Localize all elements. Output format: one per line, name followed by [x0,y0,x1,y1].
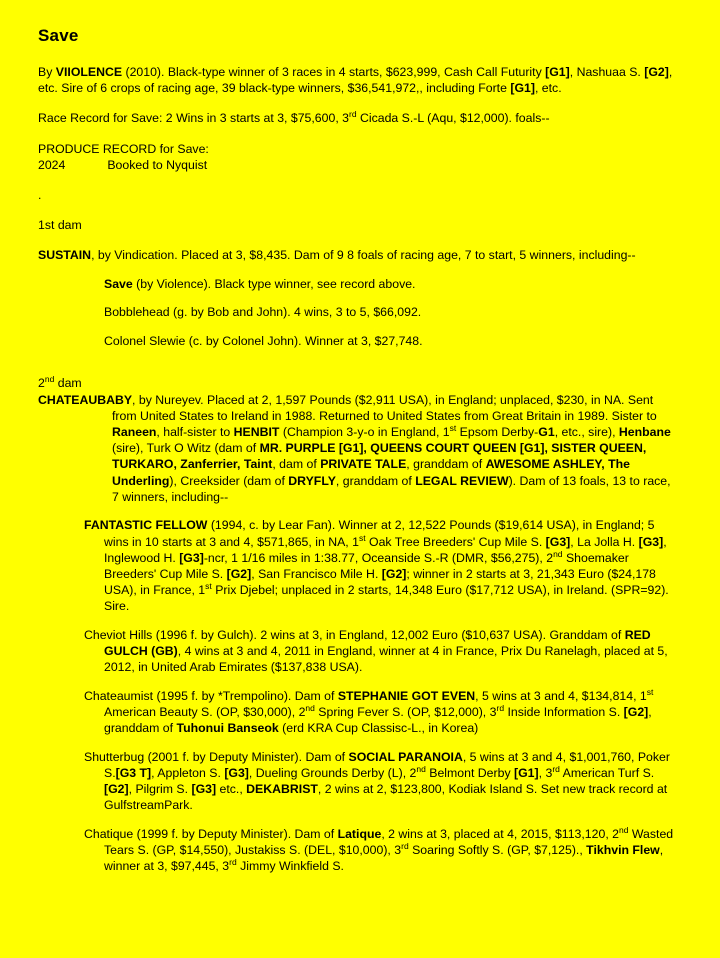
sire-lead: By [38,65,56,79]
list-item [38,333,680,349]
list-item [38,276,680,292]
second-dam-heading-rest: dam [54,376,82,391]
offspring-name: Shutterbug [84,749,145,764]
sire-text-2: , Nashuaa S. [569,65,645,79]
grade-g1-b: [G1] [510,81,535,96]
first-dam-offspring-list [38,276,680,349]
second-dam-t5: , etc., sire), [554,425,619,440]
relative-dryfly: DRYFLY [288,473,336,488]
second-dam-sup1: st [449,422,457,433]
offspring-detail: (2001 f. by Deputy Minister). Dam of SOCIAL PARANOIA, 5 wins at 3 and 4, $1,001,760, Poker S.[G3 T], Appleton S. [G3], Dueling Grounds Derby (L), 2nd Belmont Derby [G1], 3rd American Turf S. [G2], Pilgrim S. [G3] etc., DEKABRIST, 2 wins at 2, $123,800, Kodiak Island S. Set new track record at GulfstreamPark. [104,749,670,813]
produce-record-year: 2024 [38,157,66,172]
offspring-detail: (1999 f. by Deputy Minister). Dam of Latique, 2 wins at 3, placed at 4, 2015, $113,120, 2nd Wasted Tears S. (GP, $14,550), Justakiss S. (DEL, $10,000), 3rd Soaring Softly S. (GP, $7,125)., Tikhvin Flew, winner at 3, $97,445, 3rd Jimmy Winkfield S. [104,824,674,874]
first-dam-line [38,247,680,263]
race-record-text-1: Race Record for Save: 2 Wins in 3 starts at 3, $75,600, 3 [38,111,349,126]
section-gap [38,361,680,375]
offspring-detail: (1996 f. by Gulch). 2 wins at 3, in England, 12,002 Euro ($10,637 USA). Granddam of RED GULCH (GB), 4 wins at 3 and 4, 2011 in England, winner at 4 in France, Prix Du Ranelagh, placed at 5, 2012, in United Arab Emirates ($137,838 USA). [104,627,668,675]
second-dam-t9: ), Creeksider (dam of [169,473,289,488]
second-dam-heading [38,375,680,391]
sire-text-3: , etc. Sire of 6 crops of racing age, 39 black-type winners, $36,541,972,, including Forte [38,65,673,96]
offspring-name: Cheviot Hills [84,627,153,642]
sire-paragraph [38,64,680,96]
second-dam-t3: (Champion 3-y-o in England, 1 [279,425,450,440]
second-dam-heading-sup: nd [44,374,55,385]
second-dam-name: CHATEAUBABY [38,392,133,407]
offspring-detail: (1995 f. by *Trempolino). Dam of STEPHANIE GOT EVEN, 5 wins at 3 and 4, $134,814, 1st American Beauty S. (OP, $30,000), 2nd Spring Fever S. (OP, $12,000), 3rd Inside Information S. [G2], granddam of Tuhonui Banseok (erd KRA Cup Classisc-L., in Korea) [104,686,654,736]
second-dam-t6: (sire), Turk O Witz (dam of [112,441,260,456]
grade-g2-a: [G2] [644,65,669,79]
sire-text-1: (2010). Black-type winner of 3 races in 4 starts, $623,999, Cash Call Futurity [122,65,546,79]
grade-g1-epsom: G1 [538,425,555,440]
sire-name: VIIOLENCE [55,65,123,79]
first-dam-heading: 1st dam [38,218,82,233]
second-dam-offspring-list [38,517,680,874]
offspring-name: Chateaumist [84,688,154,703]
second-dam-paragraph [38,392,680,505]
offspring-text: Colonel Slewie (c. by Colonel John). Winner at 3, $27,748. [104,333,423,348]
race-record-paragraph [38,110,680,126]
grade-g1-a: [G1] [545,65,570,79]
first-dam-name: SUSTAIN [38,248,92,263]
relative-raneen: Raneen [112,425,157,440]
produce-record-row [38,157,680,173]
race-record-text-2: Cicada S.-L (Aqu, $12,000). foals-- [356,111,550,126]
produce-record-heading: PRODUCE RECORD for Save: [38,141,209,156]
list-item [38,627,680,676]
produce-record-detail: Booked to Nyquist [107,157,208,172]
second-dam-t8: , granddam of [406,457,486,472]
relatives-group-1: MR. PURPLE [G1], QUEENS COURT QUEEN [G1], SISTER QUEEN, TURKARO, Zanferrier, Taint [112,441,647,472]
offspring-text: (by Violence). Black type winner, see record above. [132,276,416,291]
list-item [38,749,680,814]
separator-dot: . [38,188,42,203]
list-item [38,517,680,614]
second-dam-t7: , dam of [272,457,321,472]
list-item [38,826,680,875]
relative-legal-review: LEGAL REVIEW [415,473,509,488]
offspring-name: Chatique [84,826,134,841]
second-dam-t4: Epsom Derby- [456,425,539,440]
second-dam-heading-num: 2 [38,376,45,391]
offspring-name: FANTASTIC FELLOW [84,518,208,533]
second-dam-t1: , by Nureyev. Placed at 2, 1,597 Pounds ($2,911 USA), in England; unplaced, $230, in NA. Sent from United States to Ireland in 1988. Returned to United States from Great Britain in 1989. Sister to [112,392,657,423]
second-dam-t10: , granddam of [335,473,416,488]
first-dam-text: , by Vindication. Placed at 3, $8,435. Dam of 9 8 foals of racing age, 7 to start, 5 winners, including-- [91,248,636,263]
offspring-text: Bobblehead (g. by Bob and John). 4 wins, 3 to 5, $66,092. [104,305,422,320]
race-record-sup: rd [349,109,357,120]
list-item [38,304,680,320]
offspring-detail: (1994, c. by Lear Fan). Winner at 2, 12,522 Pounds ($19,614 USA), in England; 5 wins in 10 starts at 3 and 4, $571,865, in NA, 1st Oak Tree Breeders' Cup Mile S. [G3], La Jolla H. [G3], Inglewood H. [G3]-ncr, 1 1/16 miles in 1:38.77, Oceanside S.-R (DMR, $56,275), 2nd Shoemaker Breeders' Cup Mile S. [G2], San Francisco Mile H. [G2]; winner in 2 starts at 3, 21,343 Euro ($24,178 USA), in France, 1st Prix Djebel; unplaced in 2 starts, 14,348 Euro ($17,712 USA), in Ireland. (SPR=92). Sire. [104,518,669,614]
relative-private-tale: PRIVATE TALE [320,457,407,472]
offspring-name: Save [104,276,133,291]
second-dam-t2: , half-sister to [156,425,234,440]
relatives-group-2: AWESOME ASHLEY, The Underling [112,457,630,488]
page-title: Save [38,26,79,45]
relative-henbane: Henbane [618,425,671,440]
sire-text-4: , etc. [534,81,562,96]
second-dam-t11: ). Dam of 13 foals, 13 to race, 7 winners, including-- [112,473,671,504]
relative-henbit: HENBIT [233,425,280,440]
list-item [38,688,680,737]
